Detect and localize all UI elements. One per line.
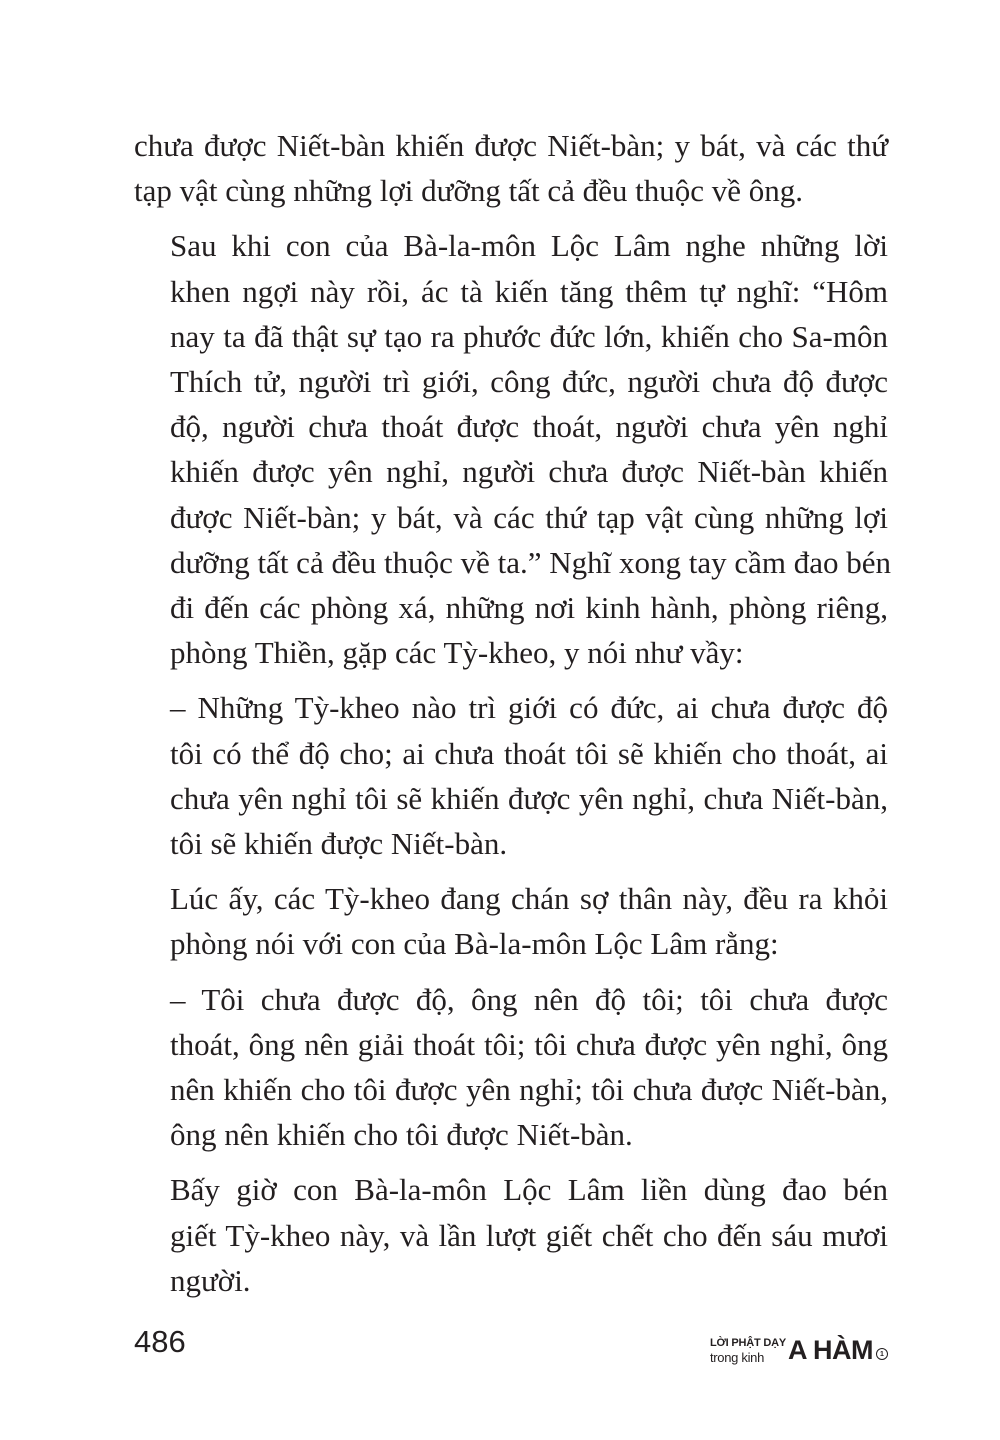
text-line: dưỡng tất cả đều thuộc về ta.” Nghĩ xong tay cầm đao bén	[170, 544, 891, 580]
volume-badge: 1	[876, 1348, 888, 1360]
text-line: giết Tỳ-kheo này, và lần lượt giết chết cho đến sáu mươi	[170, 1217, 888, 1253]
paragraph	[134, 876, 888, 966]
brand-subtitle	[710, 1338, 786, 1364]
text-line: Sau khi con của Bà-la-môn Lộc Lâm nghe những lời	[170, 228, 888, 264]
text-line: ông nên khiến cho tôi được Niết-bàn.	[170, 1117, 633, 1153]
paragraph	[134, 223, 891, 675]
text-line: người.	[170, 1262, 251, 1298]
text-line: phòng nói với con của Bà-la-môn Lộc Lâm rằng:	[170, 926, 779, 962]
paragraph	[134, 1167, 888, 1303]
paragraph	[134, 977, 888, 1158]
text-line: nên khiến cho tôi được yên nghỉ; tôi chưa được Niết-bàn,	[170, 1072, 888, 1108]
text-line: – Những Tỳ-kheo nào trì giới có đức, ai chưa được độ	[170, 690, 888, 726]
text-line: Thích tử, người trì giới, công đức, người chưa độ được	[170, 364, 888, 400]
text-line: Bấy giờ con Bà-la-môn Lộc Lâm liền dùng đao bén	[170, 1172, 888, 1208]
book-brand-logo	[710, 1330, 888, 1364]
text-line: nay ta đã thật sự tạo ra phước đức lớn, khiến cho Sa-môn	[170, 318, 888, 354]
brand-line-1: LỜI PHẬT DẠY	[709, 1337, 786, 1349]
text-line: tạp vật cùng những lợi dưỡng tất cả đều thuộc về ông.	[134, 173, 804, 209]
brand-title: A HÀM	[788, 1335, 873, 1365]
page-number: 486	[134, 1324, 186, 1359]
text-line: chưa yên nghỉ tôi sẽ khiến được yên nghỉ, chưa Niết-bàn,	[170, 780, 888, 816]
page-footer	[134, 1322, 888, 1372]
text-line: khen ngợi này rồi, ác tà kiến tăng thêm tự nghĩ: “Hôm	[170, 273, 888, 309]
paragraph	[134, 123, 888, 213]
text-line: tôi sẽ khiến được Niết-bàn.	[170, 826, 508, 862]
text-line: Lúc ấy, các Tỳ-kheo đang chán sợ thân này, đều ra khỏi	[170, 881, 888, 917]
text-line: đi đến các phòng xá, những nơi kinh hành, phòng riêng,	[170, 590, 888, 626]
text-line: phòng Thiền, gặp các Tỳ-kheo, y nói như vầy:	[170, 635, 744, 671]
text-line: độ, người chưa thoát được thoát, người chưa yên nghỉ	[170, 409, 888, 445]
text-line: được Niết-bàn; y bát, và các thứ tạp vật cùng những lợi	[170, 499, 888, 535]
paragraph	[134, 685, 888, 866]
text-line: tôi có thể độ cho; ai chưa thoát tôi sẽ khiến cho thoát, ai	[170, 735, 888, 771]
main-text	[134, 123, 891, 1313]
text-line: – Tôi chưa được độ, ông nên độ tôi; tôi chưa được	[170, 981, 888, 1017]
text-line: khiến được yên nghỉ, người chưa được Niết-bàn khiến	[170, 454, 888, 490]
text-line: thoát, ông nên giải thoát tôi; tôi chưa được yên nghỉ, ông	[170, 1026, 888, 1062]
brand-line-2: trong kinh	[709, 1350, 765, 1365]
text-line: chưa được Niết-bàn khiến được Niết-bàn; y bát, và các thứ	[134, 128, 888, 163]
